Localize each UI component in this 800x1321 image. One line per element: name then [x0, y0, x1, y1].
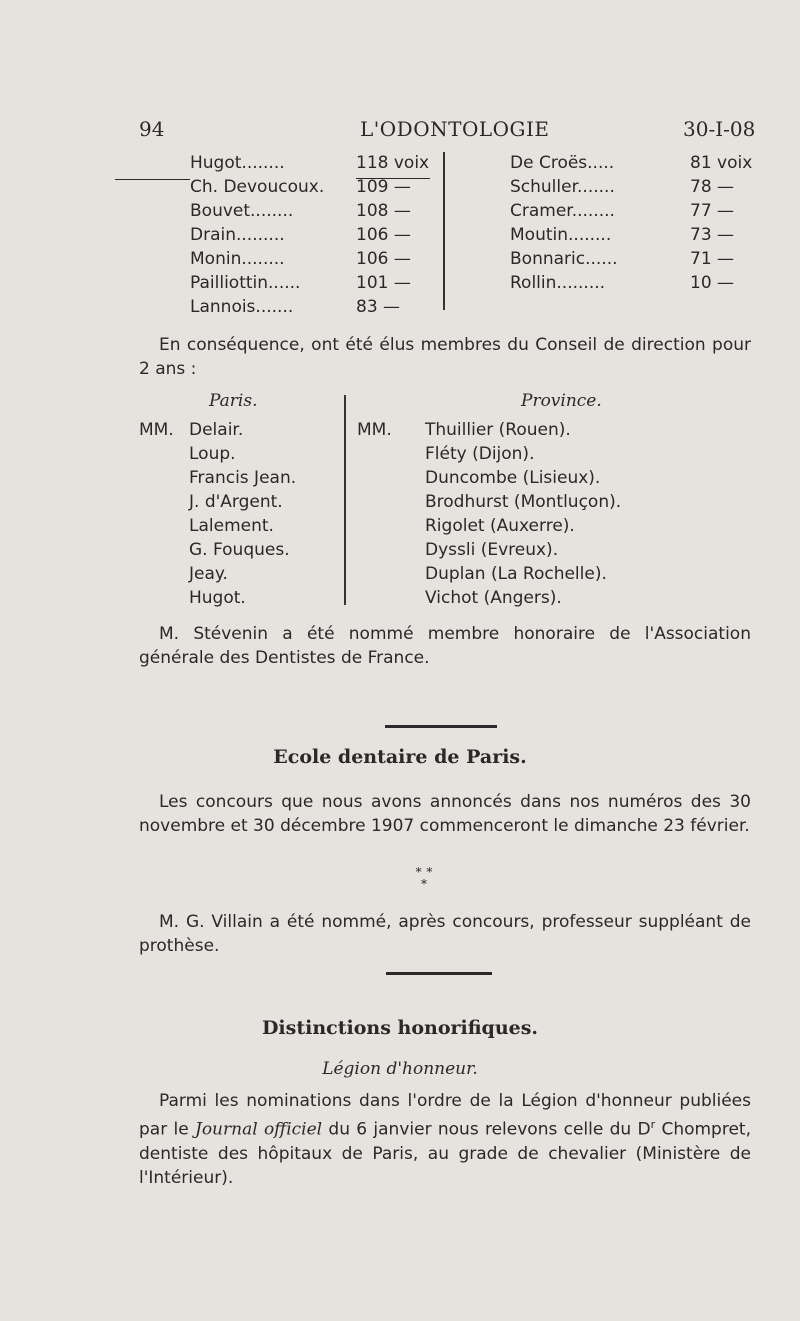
council-column-divider [344, 395, 346, 605]
legion-text-start: Parmi les nominations dans l'ordre de la Légion d'honneur publiées par le [139, 1091, 751, 1140]
vote-count: 10 — [690, 273, 735, 293]
province-member: Duplan (La Rochelle). [425, 564, 607, 584]
villain-paragraph: M. G. Villain a été nommé, après concours, professeur suppléant de prothèse. [139, 912, 751, 956]
paris-heading: Paris. [209, 391, 258, 411]
concours-paragraph: Les concours que nous avons annoncés dans nos numéros des 30 novembre et 30 décembre 1907 commenceront le dimanche 23 février. [139, 792, 751, 836]
paris-member: Delair. [189, 420, 244, 440]
vote-name: Lannois....... [190, 297, 294, 317]
paris-member: Hugot. [189, 588, 246, 608]
province-member: Duncombe (Lisieux). [425, 468, 601, 488]
distinctions-heading: Distinctions honorifiques. [261, 1017, 539, 1039]
vote-name: Hugot........ [190, 153, 285, 173]
paris-member: Lalement. [189, 516, 274, 536]
legion-paragraph [139, 1089, 751, 1190]
province-member: Dyssli (Evreux). [425, 540, 559, 560]
journal-officiel: Journal officiel [195, 1119, 323, 1140]
vote-name: Pailliottin...... [190, 273, 301, 293]
paris-member: G. Fouques. [189, 540, 290, 560]
vote-count: 101 — [356, 273, 411, 293]
vote-count: 78 — [690, 177, 735, 197]
vote-name: Monin........ [190, 249, 285, 269]
province-member: Thuillier (Rouen). [425, 420, 571, 440]
vote-count: 109 — [356, 177, 411, 197]
asterism-text: * * * [415, 865, 433, 891]
paris-member: Jeay. [189, 564, 228, 584]
province-member: Vichot (Angers). [425, 588, 562, 608]
page-number: 94 [139, 117, 165, 141]
vote-count: 77 — [690, 201, 735, 221]
running-title: L'ODONTOLOGIE [360, 117, 550, 141]
section-separator [385, 725, 497, 728]
issue-date: 30-I-08 [683, 117, 756, 141]
paris-member: Loup. [189, 444, 236, 464]
consequence-paragraph: En conséquence, ont été élus membres du Conseil de direction pour 2 ans : [139, 335, 751, 379]
vote-name: Rollin......... [510, 273, 606, 293]
vote-name: De Croës..... [510, 153, 615, 173]
vote-name: Bouvet........ [190, 201, 294, 221]
vote-name: Schuller....... [510, 177, 615, 197]
province-heading: Province. [521, 391, 602, 411]
dr-superscript: r [650, 1118, 656, 1131]
stevenin-paragraph: M. Stévenin a été nommé membre honoraire de l'Association générale des Dentistes de France. [139, 624, 751, 668]
vote-count: 106 — [356, 225, 411, 245]
vote-name: Cramer........ [510, 201, 615, 221]
vote-count: 71 — [690, 249, 735, 269]
legion-text-end: Chompret, dentiste des hôpitaux de Paris, au grade de chevalier (Ministère de l'Intérieur). [139, 1119, 751, 1188]
vote-count: 73 — [690, 225, 735, 245]
province-member: Fléty (Dijon). [425, 444, 535, 464]
vote-count: 108 — [356, 201, 411, 221]
vote-count: 106 — [356, 249, 411, 269]
vote-count: 81 voix [690, 153, 753, 173]
vote-count: 118 voix [356, 153, 430, 173]
legion-subheading: Légion d'honneur. [322, 1059, 478, 1079]
vote-name: Ch. Devoucoux. [190, 177, 325, 197]
mm-label: MM. [139, 420, 174, 440]
vote-column-divider [443, 152, 445, 310]
mm-label: MM. [357, 420, 392, 440]
ecole-heading: Ecole dentaire de Paris. [273, 746, 527, 768]
vote-name: Bonnaric...... [510, 249, 618, 269]
section-separator [386, 972, 492, 975]
legion-text-middle: du 6 janvier nous relevons celle du D [322, 1119, 651, 1140]
vote-bracket-rule [115, 179, 190, 180]
asterism [412, 866, 436, 890]
province-member: Brodhurst (Montluçon). [425, 492, 622, 512]
vote-count: 83 — [356, 297, 401, 317]
paris-member: J. d'Argent. [189, 492, 283, 512]
province-member: Rigolet (Auxerre). [425, 516, 575, 536]
vote-name: Drain......... [190, 225, 285, 245]
paris-member: Francis Jean. [189, 468, 297, 488]
vote-name: Moutin........ [510, 225, 612, 245]
